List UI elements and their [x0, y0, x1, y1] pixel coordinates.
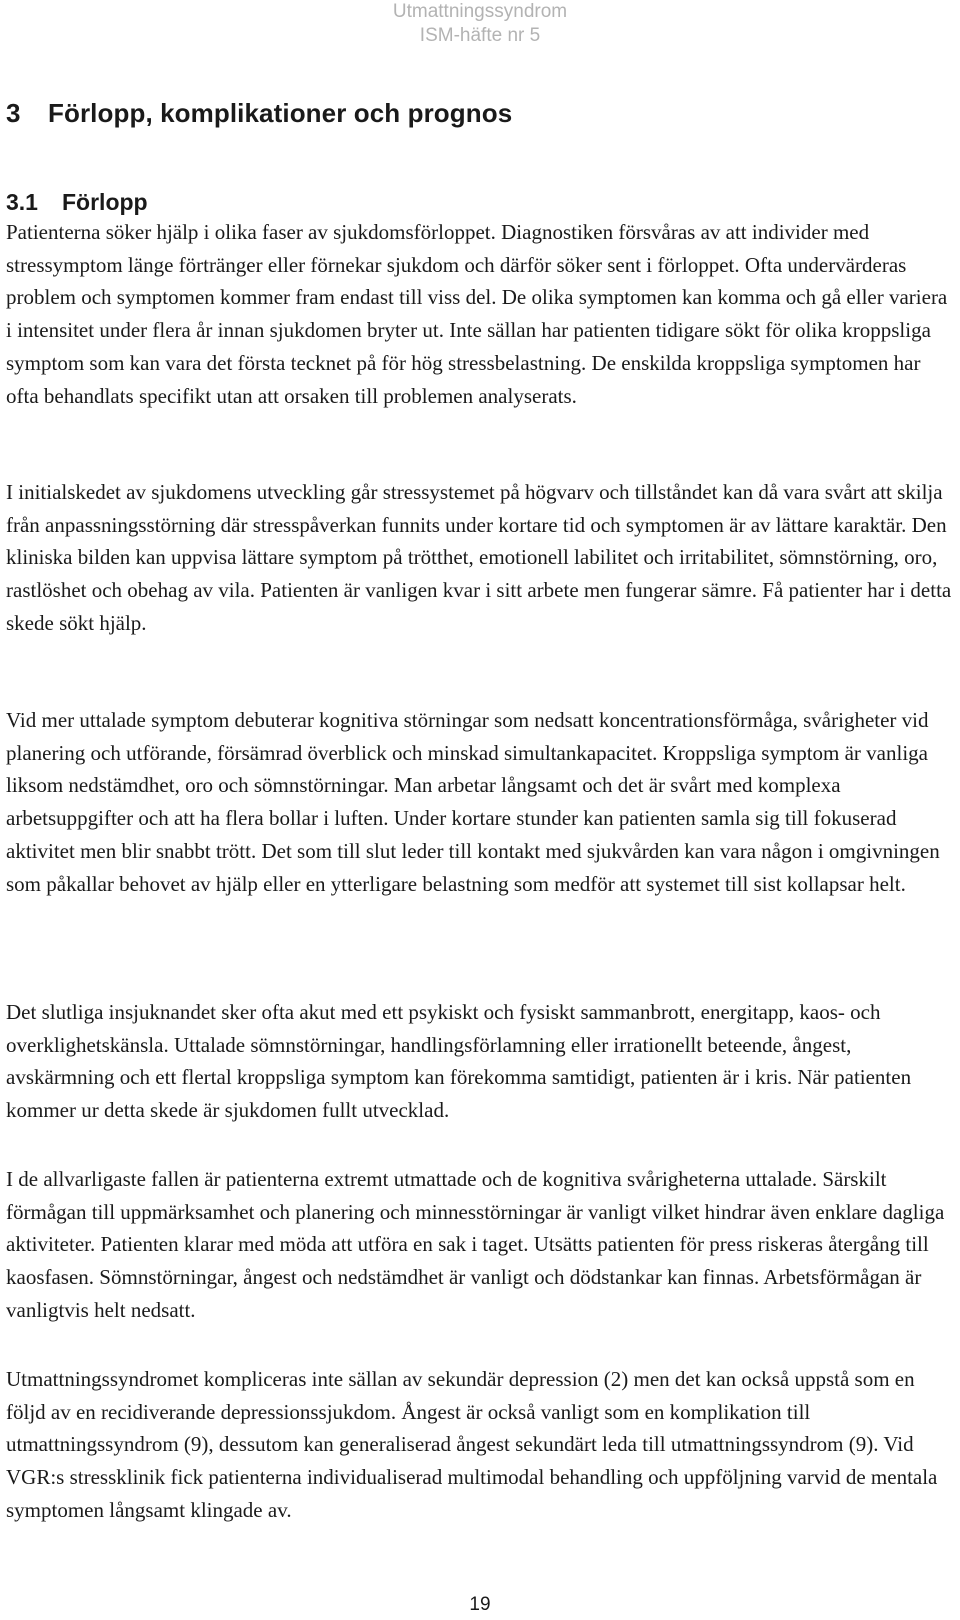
body-paragraph: I de allvarligaste fallen är patienterna extremt utmattade och de kognitiva svårigheterna uttalade. Särskilt förmågan till uppmärksamhet och planering och minnesstörningar är vanligt vilket hindrar även enklare dagliga aktiviteter. Patienten klarar med möda att utföra en sak i taget. Utsätts patienten för press riskeras återgång till kaosfasen. Sömnstörningar, ångest och nedstämdhet är vanligt och dödstankar kan finnas. Arbetsförmågan är vanligtvis helt nedsatt.	[6, 1167, 945, 1322]
body-paragraph-5-block	[6, 1163, 956, 1327]
section-heading	[6, 186, 956, 218]
body-paragraph: Det slutliga insjuknandet sker ofta akut med ett psykiskt och fysiskt sammanbrott, energitapp, kaos- och overklighetskänsla. Uttalade sömnstörningar, handlingsförlamning eller irrationellt beteende, ångest, avskärmning och ett flertal kroppsliga symptom kan förekomma samtidigt, patienten är i kris. När patienten kommer ur detta skede är sjukdomen fullt utvecklad.	[6, 1000, 912, 1123]
body-paragraph: Vid mer uttalade symptom debuterar kognitiva störningar som nedsatt koncentrationsförmåga, svårigheter vid planering och utförande, försämrad överblick och minskad simultankapacitet. Kroppsliga symptom är vanliga liksom nedstämdhet, oro och sömnstörningar. Man arbetar långsamt och det är svårt med komplexa arbetsuppgifter och att ha flera bollar i luften. Under kortare stunder kan patienten samla sig till fokuserad aktivitet men blir snabbt trött. Det som till slut leder till kontakt med sjukvården kan vara någon i omgivningen som påkallar behovet av hjälp eller en ytterligare belastning som medför att systemet till sist kollapsar helt.	[6, 708, 940, 896]
chapter-title: Förlopp, komplikationer och prognos	[48, 98, 513, 128]
body-paragraph: Patienterna söker hjälp i olika faser av sjukdomsförloppet. Diagnostiken försvåras av att individer med stressymptom länge förtränger eller förnekar sjukdom och därför söker sent i förloppet. Ofta undervärderas problem och symptomen kommer fram endast till viss del. De olika symptomen kan komma och gå eller variera i intensitet under flera år innan sjukdomen bryter ut. Inte sällan har patienten tidigare sökt för olika kroppsliga symptom som kan vara det första tecknet på för hög stressbelastning. De enskilda kroppsliga symptomen har ofta behandlats specifikt utan att orsaken till problemen analyserats.	[6, 220, 948, 408]
body-paragraph: Utmattningssyndromet kompliceras inte sällan av sekundär depression (2) men det kan också uppstå som en följd av en recidiverande depressionssjukdom. Ångest är också vanligt som en komplikation till utmattningssyndrom (9), dessutom kan generaliserad ångest sekundärt leda till utmattningssyndrom (9). Vid VGR:s stressklinik fick patienterna individualiserad multimodal behandling och uppföljning varvid de mentala symptomen långsamt klingade av.	[6, 1367, 938, 1522]
body-paragraph: I initialskedet av sjukdomens utveckling går stressystemet på högvarv och tillståndet kan då vara svårt att skilja från anpassningsstörning där stresspåverkan funnits under kortare tid och symptomen är av lättare karaktär. Den kliniska bilden kan uppvisa lättare symptom på trötthet, emotionell labilitet och irritabilitet, sömnstörning, oro, rastlöshet och obehag av vila. Patienten är vanligen kvar i sitt arbete men fungerar sämre. Få patienter har i detta skede sökt hjälp.	[6, 480, 952, 635]
body-paragraph-2-block	[6, 476, 956, 640]
section-number: 3.1	[6, 189, 38, 215]
section-heading-block	[6, 186, 956, 218]
body-paragraph-1-block	[6, 216, 956, 412]
header-series-number: ISM-häfte nr 5	[419, 25, 541, 46]
chapter-heading	[6, 96, 512, 130]
body-paragraph-6-block	[6, 1363, 956, 1527]
chapter-number: 3	[6, 98, 21, 128]
page-number: 19	[469, 1594, 491, 1615]
body-paragraph-3-block	[6, 704, 956, 900]
header-document-title: Utmattningssyndrom	[392, 1, 568, 22]
body-paragraph-4-block	[6, 996, 956, 1127]
section-title: Förlopp	[62, 189, 148, 215]
page-header	[0, 0, 960, 48]
